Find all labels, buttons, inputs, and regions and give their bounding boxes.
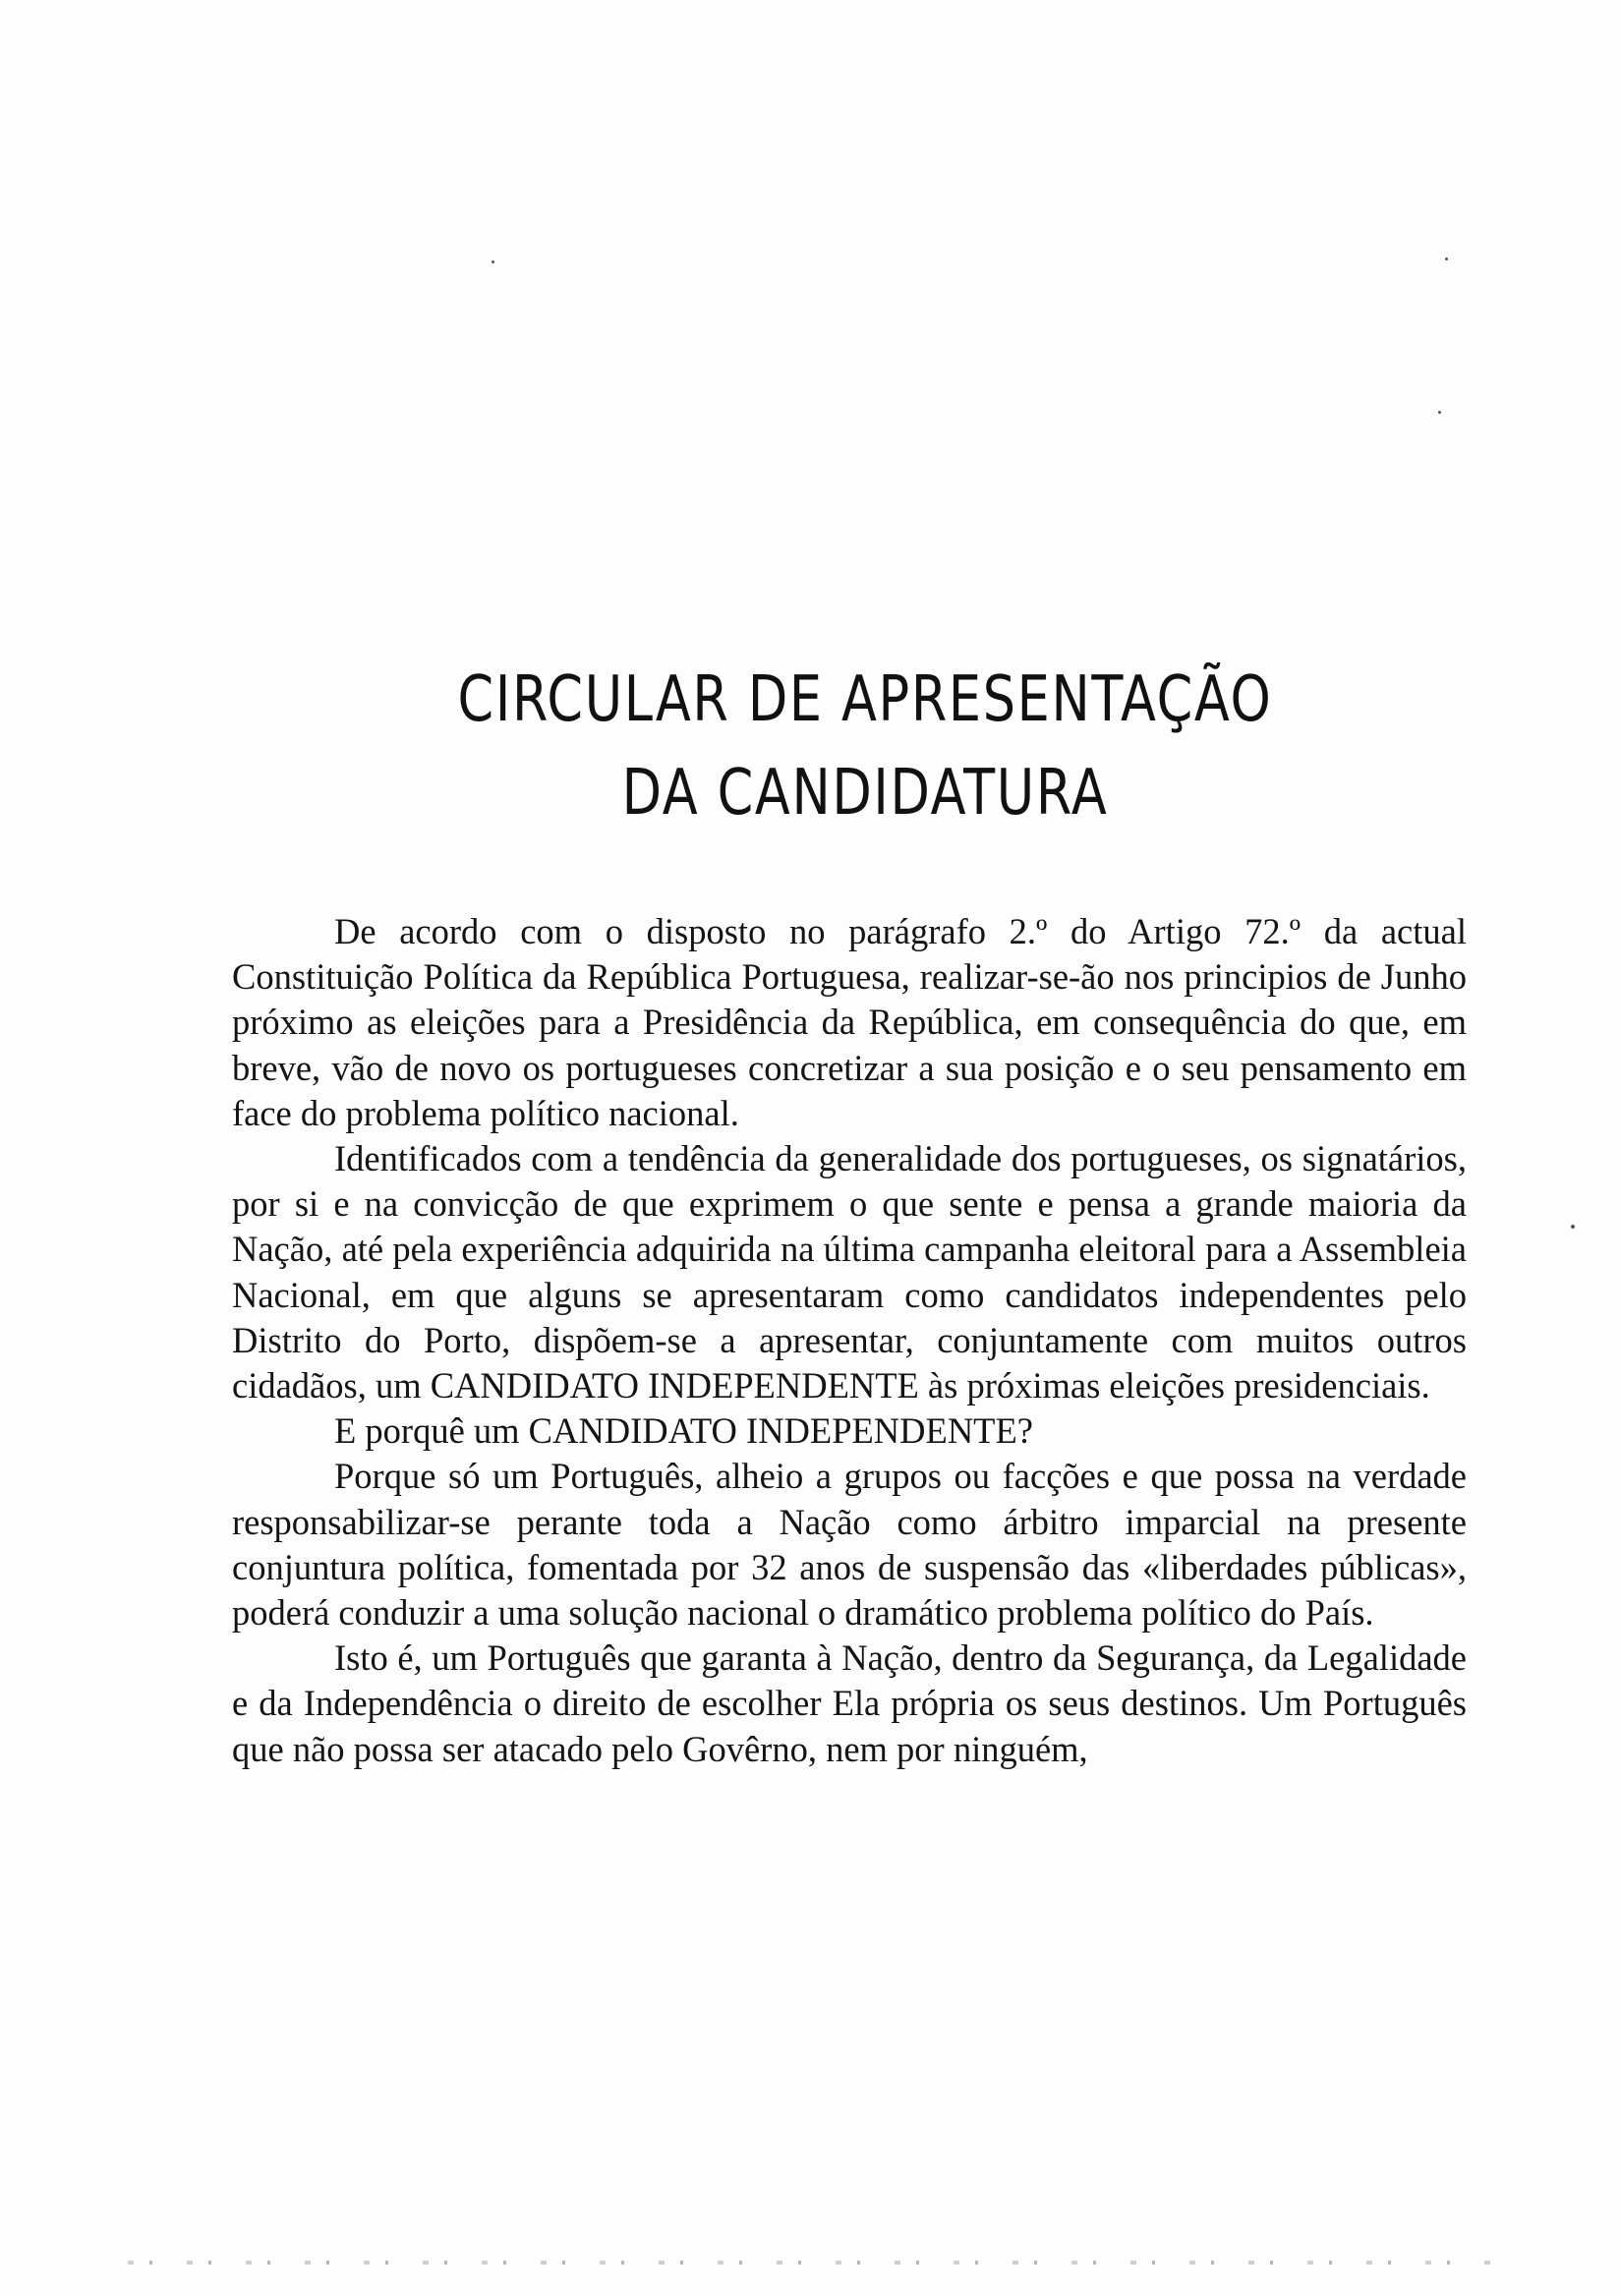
document-title-line-2: DA CANDIDATURA: [621, 757, 1109, 830]
document-title-line-1: CIRCULAR DE APRESENTAÇÃO: [457, 663, 1273, 736]
scan-speck: [492, 260, 494, 263]
scan-speck: [1438, 411, 1441, 414]
paragraph-1: De acordo com o disposto no parágrafo 2.º do Artigo 72.º da actual Constituição Política da República Portuguesa, realizar-se-ão nos principios de Junho próximo as eleições para a Presidência da República, em consequência do que, em breve, vão de novo os portugueses concretizar a sua posição e o seu pensamento em face do problema político nacional.: [232, 911, 1467, 1133]
paragraph-2: Identificados com a tendência da generalidade dos portugueses, os signatários, por si e na convicção de que exprimem o que sente e pensa a grande maioria da Nação, até pela experiência adquirida na última campanha eleitoral para a Assembleia Nacional, em que alguns se apresentaram como candidatos independentes pelo Distrito do Porto, dispõem-se a apresentar, conjuntamente com muitos outros cidadãos, um CANDIDATO INDEPENDENTE às próximas eleições presidenciais.: [232, 1138, 1467, 1406]
scan-bottom-edge: [128, 2261, 1504, 2265]
scan-speck: [1571, 1225, 1575, 1229]
scan-speck: [1445, 258, 1448, 260]
document-body: [232, 909, 1467, 1772]
paragraph-4: Porque só um Português, alheio a grupos ou facções e que possa na verdade responsabilizar-se perante toda a Nação como árbitro imparcial na presente conjuntura política, fomentada por 32 anos de suspensão das «liberdades públicas», poderá conduzir a uma solução nacional o dramático problema político do País.: [232, 1456, 1467, 1634]
paragraph-3: E porquê um CANDIDATO INDEPENDENTE?: [334, 1410, 1033, 1452]
paragraph-5: Isto é, um Português que garanta à Nação, dentro da Segurança, da Legalidade e da Independência o direito de escolher Ela própria os seus destinos. Um Português que não possa ser atacado pelo Govêrno, nem por ninguém,: [232, 1637, 1467, 1769]
